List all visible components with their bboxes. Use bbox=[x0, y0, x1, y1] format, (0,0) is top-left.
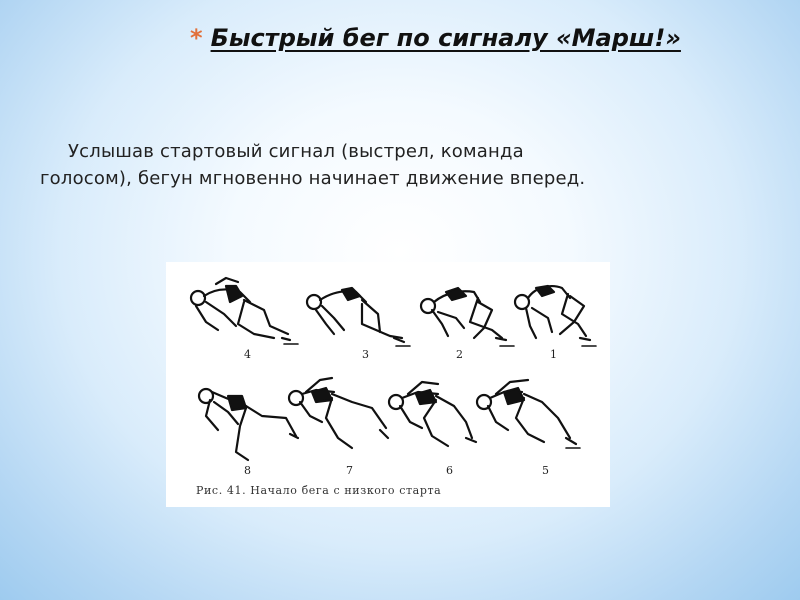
slide-title bbox=[190, 24, 790, 52]
figure-number-8: 8 bbox=[244, 464, 251, 477]
runner-figure-3 bbox=[307, 288, 404, 342]
figure-number-1: 1 bbox=[550, 348, 557, 361]
figure-number-4: 4 bbox=[244, 348, 251, 361]
figure-number-3: 3 bbox=[362, 348, 369, 361]
title-text: Быстрый бег по сигналу «Марш!» bbox=[210, 24, 681, 52]
sprint-start-figure bbox=[166, 262, 610, 507]
runner-figure-4 bbox=[191, 278, 290, 340]
figure-number-5: 5 bbox=[542, 464, 549, 477]
figure-number-2: 2 bbox=[456, 348, 463, 361]
body-paragraph: Услышав стартовый сигнал (выстрел, команда голосом), бегун мгновенно начинает движение вперед. bbox=[40, 141, 586, 189]
runner-figure-8 bbox=[199, 389, 298, 460]
figure-caption: Рис. 41. Начало бега с низкого старта bbox=[196, 484, 442, 497]
title-bullet: * bbox=[190, 24, 203, 52]
runner-figure-2 bbox=[421, 288, 506, 340]
runner-figure-6 bbox=[389, 382, 476, 446]
figure-number-7: 7 bbox=[346, 464, 353, 477]
figure-number-6: 6 bbox=[446, 464, 453, 477]
runner-figure-7 bbox=[289, 378, 388, 448]
runner-figure-1 bbox=[515, 286, 590, 340]
runner-figure-5 bbox=[477, 380, 576, 444]
